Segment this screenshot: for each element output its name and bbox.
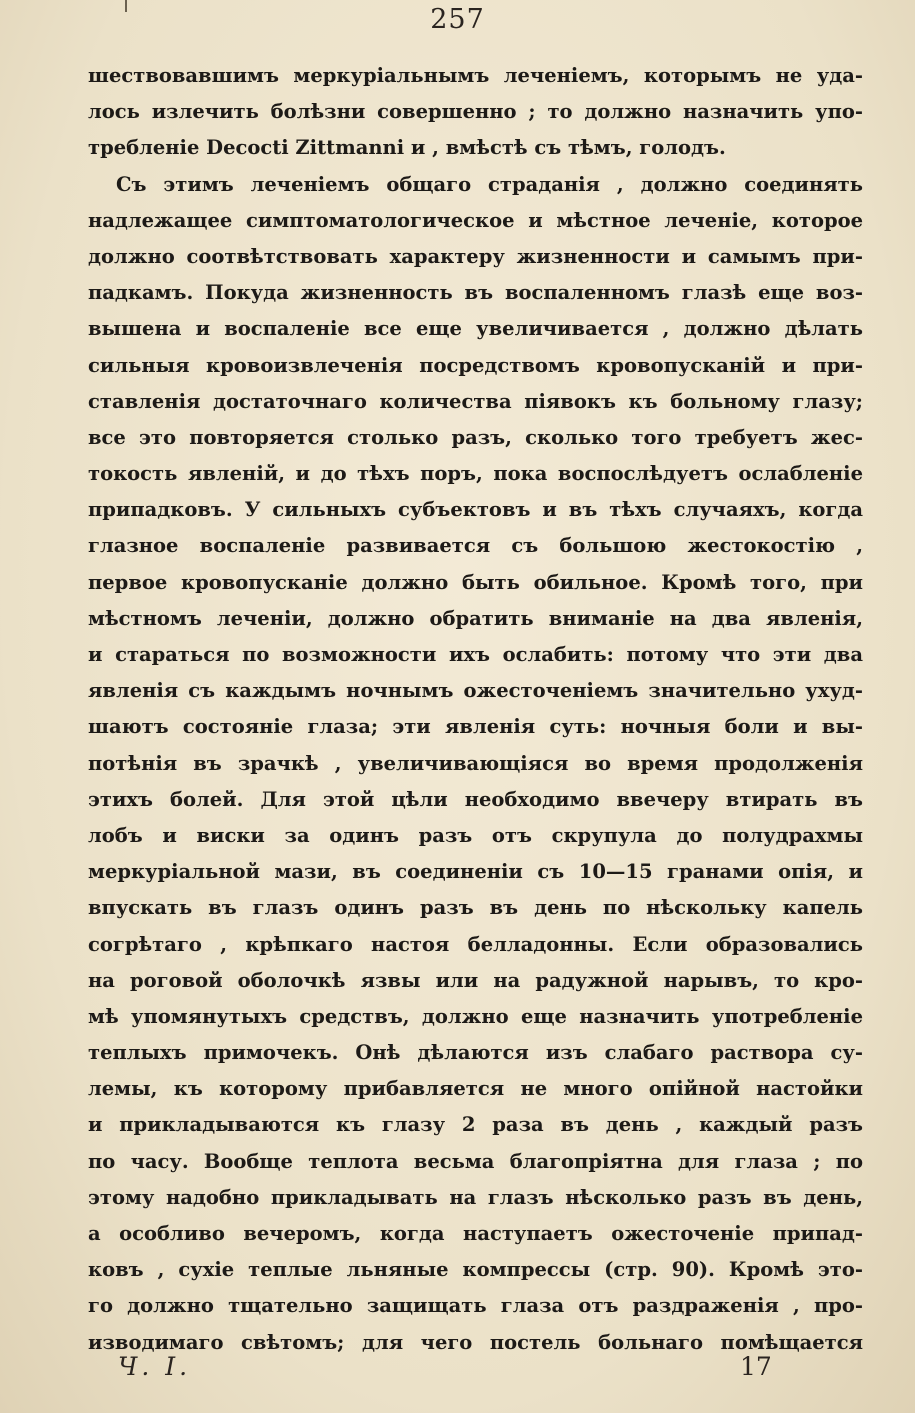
text-line: сильныя кровоизвлеченія посредствомъ кровопусканій и при- [88,353,863,377]
text-line: по часу. Вообще теплота весьма благопріятна для глаза ; по [88,1149,863,1173]
text-line: лобъ и виски за одинъ разъ отъ скрупула до полудрахмы [88,823,863,847]
text-line: Съ этимъ леченіемъ общаго страданія , должно соединять [116,172,863,196]
text-line: на роговой оболочкѣ язвы или на радужной нарывъ, то кро- [88,968,863,992]
text-line: а особливо вечеромъ, когда наступаетъ ожесточеніе припад- [88,1222,863,1245]
text-line: теплыхъ примочекъ. Онѣ дѣлаются изъ слабаго раствора су- [88,1041,863,1065]
text-line: должно соотвѣтствовать характеру жизненности и самымъ при- [88,244,863,268]
text-line: падкамъ. Покуда жизненность въ воспаленномъ глазѣ еще воз- [88,281,863,305]
body-text [88,58,863,1361]
text-line: лось излечить болѣзни совершенно ; то должно назначить упо- [88,100,863,124]
text-line: мѣстномъ леченіи, должно обратить вниманіе на два явленія, [88,606,863,630]
text-line: глазное воспаленіе развивается съ большою жестокостію , [88,534,863,558]
text-line: этому надобно прикладывать на глазъ нѣсколько разъ въ день, [88,1185,863,1209]
page-number: 257 [430,4,485,35]
text-line: впускать въ глазъ одинъ разъ въ день по нѣскольку капель [88,896,863,920]
text-line: надлежащее симптоматологическое и мѣстное леченіе, которое [88,208,863,232]
text-line: го должно тщательно защищать глаза отъ раздраженія , про- [88,1294,863,1318]
text-line: этихъ болей. Для этой цѣли необходимо ввечеру втирать въ [88,787,863,811]
text-line: ставленія достаточнаго количества піявокъ къ больному глазу; [88,389,863,413]
signature-mark: Ч. I. [118,1352,192,1381]
text-line: шествовавшимъ меркуріальнымъ леченіемъ, которымъ не уда- [88,64,863,87]
text-line: и стараться по возможности ихъ ослабить: потому что эти два [88,643,863,666]
text-line: требленіе Decocti Zittmanni и , вмѣстѣ съ тѣмъ, голодъ. [88,136,726,160]
text-line: и прикладываются къ глазу 2 раза въ день , каждый разъ [88,1113,863,1137]
text-line: меркуріальной мази, въ соединеніи съ 10—15 гранами опія, и [88,860,863,884]
text-line: ковъ , сухіе теплые льняные компрессы (стр. 90). Кромѣ это- [88,1258,863,1282]
text-line: согрѣтаго , крѣпкаго настоя белладонны. Если образовались [88,932,863,956]
text-line: лемы, къ которому прибавляется не много опійной настойки [88,1077,863,1101]
text-line: вышена и воспаленіе все еще увеличивается , должно дѣлать [88,317,863,341]
text-line: потѣнія въ зрачкѣ , увеличивающіяся во время продолженія [88,751,863,775]
text-line: припадковъ. У сильныхъ субъектовъ и въ тѣхъ случаяхъ, когда [88,498,863,522]
text-line: изводимаго свѣтомъ; для чего постель больнаго помѣщается [88,1330,863,1354]
text-line: токость явленій, и до тѣхъ поръ, пока воспослѣдуетъ ослабленіе [88,462,863,486]
text-line: явленія съ каждымъ ночнымъ ожесточеніемъ значительно ухуд- [88,679,863,703]
text-line: мѣ упомянутыхъ средствъ, должно еще назначить употребленіе [88,1004,863,1028]
sheet-number: 17 [740,1352,772,1381]
text-line: первое кровопусканіе должно быть обильное. Кромѣ того, при [88,570,863,594]
text-line: все это повторяется столько разъ, сколько того требуетъ жес- [88,425,863,449]
text-line: шаютъ состояніе глаза; эти явленія суть: ночныя боли и вы- [88,715,863,739]
